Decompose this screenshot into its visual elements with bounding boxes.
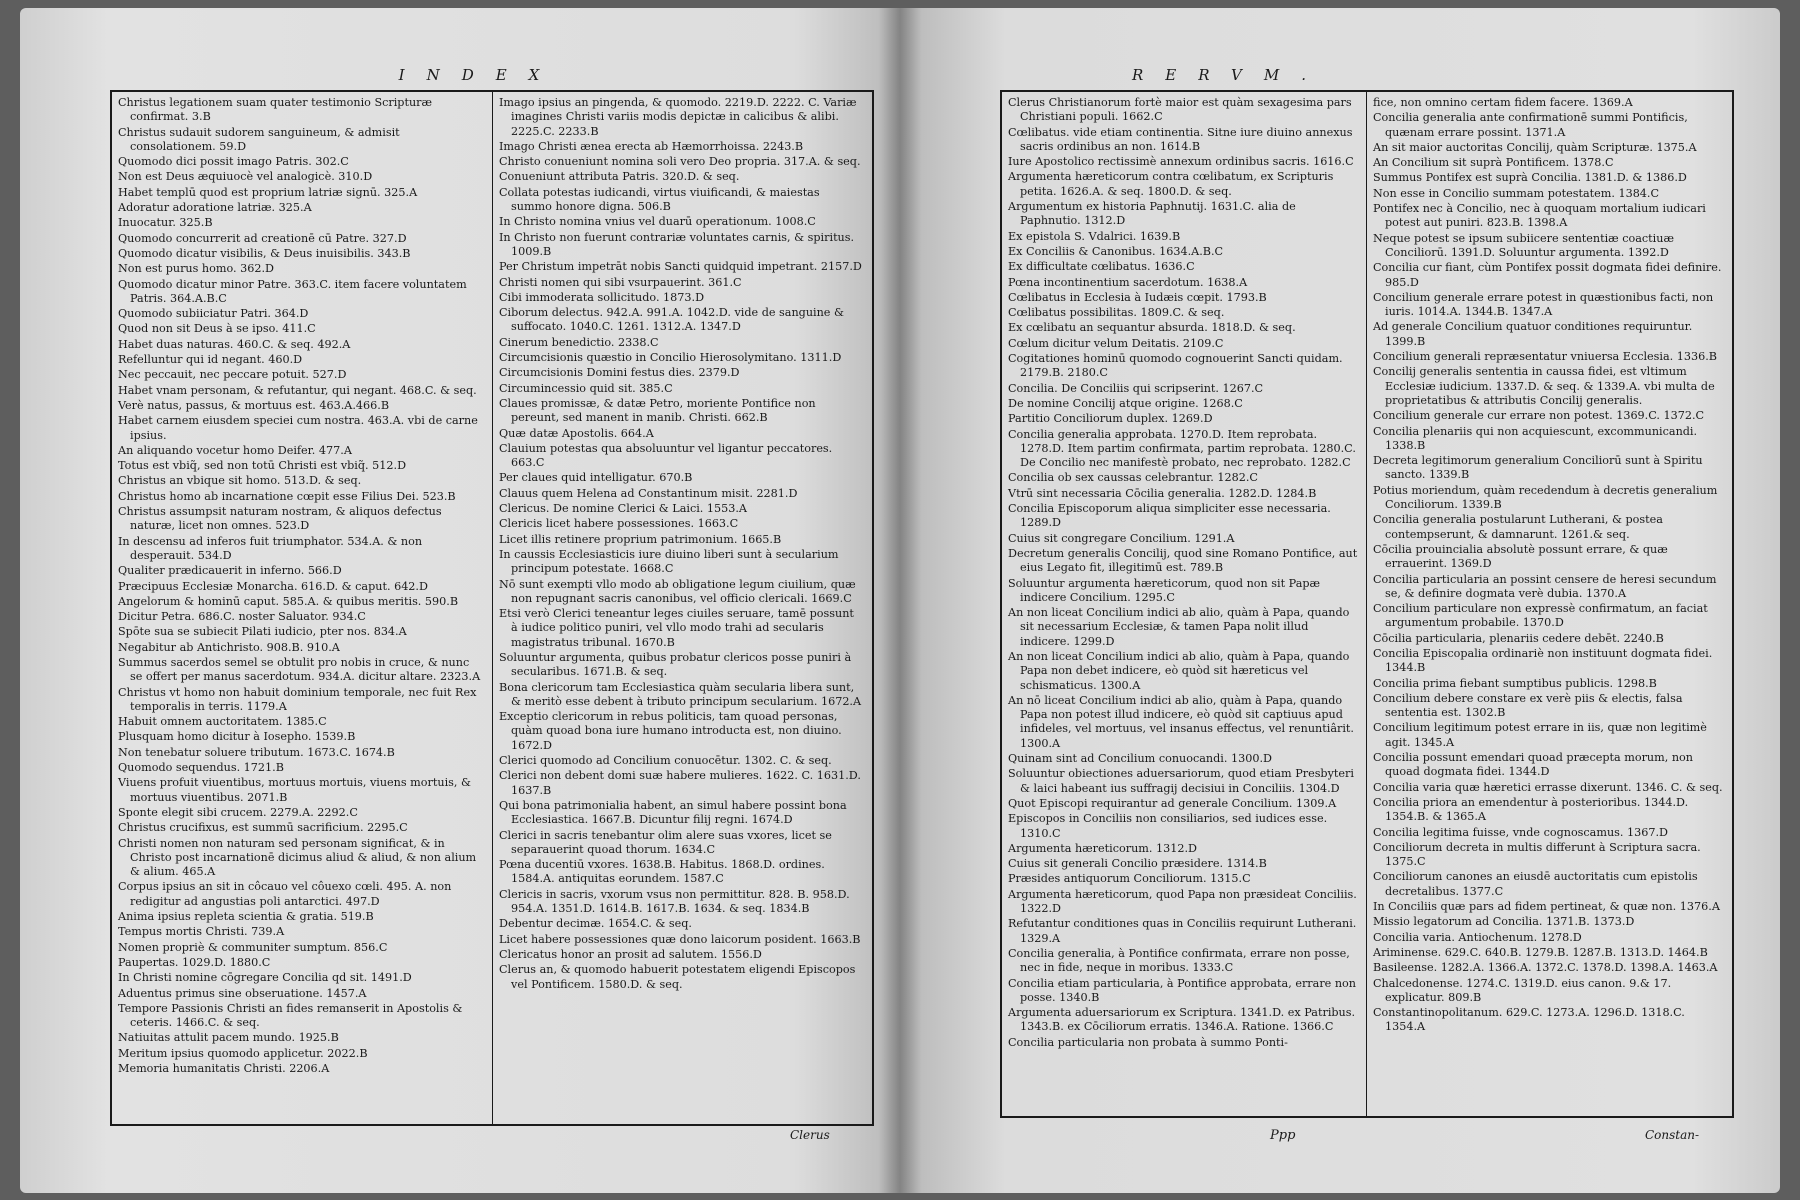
page-header: INDEX: [398, 66, 562, 84]
book-spread: [20, 8, 1780, 1193]
index-entry: Verè natus, passus, & mortuus est. 463.A.466.B: [118, 398, 390, 412]
index-entry: Quomodo sequendus. 1721.B: [118, 761, 284, 775]
index-entry: Quomodo dicatur minor Patre. 363.C. item facere voluntatem Patris. 364.A.B.C: [118, 277, 467, 305]
index-entry: Pontifex nec à Concilio, nec à quoquam mortalium iudicari potest aut puniri. 823.B. 1398.A: [1373, 202, 1706, 230]
index-entry: Summus Pontifex est suprà Concilia. 1381.D. & 1386.D: [1373, 171, 1687, 185]
index-entry: Chalcedonense. 1274.C. 1319.D. eius canon. 9.& 17. explicatur. 809.B: [1373, 976, 1672, 1004]
index-entry: Concilia. De Conciliis qui scripserint. 1267.C: [1008, 381, 1264, 395]
signature-mark: Ppp: [1270, 1128, 1296, 1143]
index-entry: Cibi immoderata sollicitudo. 1873.D: [499, 290, 705, 304]
right-page: [900, 8, 1780, 1193]
index-entry: Christus an vbique sit homo. 513.D. & seq.: [118, 474, 362, 488]
index-entry: Concilium generali repræsentatur vniuersa Ecclesia. 1336.B: [1373, 350, 1718, 364]
index-entry: Concilia possunt emendari quoad præcepta morum, non quoad dogmata fidei. 1344.D: [1373, 751, 1693, 779]
index-entry: An sit maior auctoritas Concilij, quàm Scripturæ. 1375.A: [1373, 140, 1697, 154]
index-entry: Partitio Conciliorum duplex. 1269.D: [1008, 412, 1213, 426]
index-entry: Concilia Episcopalia ordinariè non instituunt dogmata fidei. 1344.B: [1373, 646, 1713, 675]
index-entry: Concilia varia. Antiochenum. 1278.D: [1373, 930, 1582, 944]
index-entry: Clerici in sacris tenebantur olim alere suas vxores, licet se separauerint quoad thorum. 1634.C: [499, 828, 832, 856]
index-entry: Ariminense. 629.C. 640.B. 1279.B. 1287.B. 1313.D. 1464.B: [1373, 945, 1708, 959]
index-entry: Ciborum delectus. 942.A. 991.A. 1042.D. vide de sanguine & suffocato. 1040.C. 1261. 1312.A. 1347.D: [499, 306, 844, 334]
index-entry: Præsides antiquorum Conciliorum. 1315.C: [1008, 872, 1251, 886]
index-entry: Concilia particularia an possint censere de heresi secundum se, & definire dogmata verè dubia. 1370.A: [1373, 572, 1717, 600]
index-entry: Christi nomen non naturam sed personam significat, & in Christo post incarnationē dicimus aliud & aliud, & non alium & alium. 465.A: [118, 836, 477, 879]
index-entry: Habet carnem eiusdem speciei cum nostra. 463.A. vbi de carne ipsius.: [118, 414, 478, 442]
index-entry: Concilium debere constare ex verè piis & electis, falsa sententia est. 1302.B: [1373, 691, 1683, 720]
index-entry: Imago Christi ænea erecta ab Hæmorrhoissa. 2243.B: [499, 139, 804, 153]
index-entry: In descensu ad inferos fuit triumphator. 534.A. & non desperauit. 534.D: [118, 534, 423, 562]
index-entry: Ex Conciliis & Canonibus. 1634.A.B.C: [1008, 244, 1224, 258]
index-entry: An aliquando vocetur homo Deifer. 477.A: [118, 443, 352, 457]
index-entry: Ex difficultate cœlibatus. 1636.C: [1008, 260, 1195, 274]
index-entry: Exceptio clericorum in rebus politicis, tam quoad personas, quàm quoad bona iure humano introducta est, non diuino. 1672.D: [499, 710, 842, 752]
index-entry: Soluuntur obiectiones aduersariorum, quod etiam Presbyteri & laici habeant ius suffragij decisiui in Conciliis. 1304.D: [1008, 767, 1354, 795]
index-entry: Quot Episcopi requirantur ad generale Concilium. 1309.A: [1008, 796, 1337, 810]
index-entry: Conciliorum decreta in multis differunt à Scriptura sacra. 1375.C: [1373, 840, 1701, 869]
index-entry: Concilia generalia postularunt Lutherani, & postea contempserunt, & damnarunt. 1261.& seq.: [1373, 513, 1663, 541]
index-entry: Conciliorum canones an eiusdē auctoritatis cum epistolis decretalibus. 1377.C: [1373, 870, 1698, 898]
index-entry: Præcipuus Ecclesiæ Monarcha. 616.D. & caput. 642.D: [118, 579, 428, 593]
index-entry: Christus crucifixus, est summū sacrificium. 2295.C: [118, 821, 408, 835]
index-entry: Tempus mortis Christi. 739.A: [118, 925, 285, 939]
index-entry: An non liceat Concilium indici ab alio, quàm à Papa, quando sit necessarium Ecclesiæ, & tamen Papa nolit illud indicere. 1299.D: [1008, 606, 1350, 648]
index-column-left: [112, 92, 490, 1124]
index-entry: Concilia prima fiebant sumptibus publicis. 1298.B: [1373, 676, 1657, 690]
index-entry: Quomodo dici possit imago Patris. 302.C: [118, 155, 349, 169]
index-entry: Quomodo dicatur visibilis, & Deus inuisibilis. 343.B: [118, 246, 411, 260]
index-entry: Concilium particulare non expressè confirmatum, an faciat argumentum probabile. 1370.D: [1373, 602, 1708, 630]
index-entry: Natiuitas attulit pacem mundo. 1925.B: [118, 1031, 339, 1045]
index-entry: Quæ datæ Apostolis. 664.A: [499, 426, 654, 440]
index-entry: Nec peccauit, nec peccare potuit. 527.D: [118, 368, 347, 382]
index-entry: Bona clericorum tam Ecclesiastica quàm secularia libera sunt, & meritò esse debent à tributo principum secularium. 1672.A: [499, 680, 862, 708]
index-entry: Christus homo ab incarnatione cœpit esse Filius Dei. 523.B: [118, 489, 456, 503]
index-entry: Circumcisionis Domini festus dies. 2379.D: [499, 366, 740, 380]
index-entry: Spōte sua se subiecit Pilati iudicio, pter nos. 834.A: [118, 625, 407, 639]
index-entry: Habet duas naturas. 460.C. & seq. 492.A: [118, 337, 351, 351]
index-entry: Cōcilia particularia, plenariis cedere debēt. 2240.B: [1373, 631, 1664, 645]
index-entry: Cōcilia prouincialia absolutè possunt errare, & quæ errauerint. 1369.D: [1373, 542, 1668, 571]
index-entry: Memoria humanitatis Christi. 2206.A: [118, 1062, 330, 1075]
index-entry: Refutantur conditiones quas in Conciliis requirunt Lutherani. 1329.A: [1008, 917, 1357, 945]
index-entry: Inuocatur. 325.B: [118, 216, 213, 230]
index-entry: Qui bona patrimonialia habent, an simul habere possint bona Ecclesiastica. 1667.B. Dicuntur filij regni. 1674.D: [499, 798, 847, 827]
index-entry: Christi nomen qui sibi vsurpauerint. 361.C: [499, 275, 742, 289]
index-entry: Missio legatorum ad Concilia. 1371.B. 1373.D: [1373, 915, 1635, 929]
index-entry: Adoratur adoratione latriæ. 325.A: [118, 201, 312, 215]
index-entry: Non est Deus æquiuocè vel analogicè. 310.D: [118, 170, 373, 184]
index-entry: Viuens profuit viuentibus, mortuus mortuis, viuens mortuis, & mortuus viuentibus. 2071.B: [118, 776, 471, 804]
index-entry: Paupertas. 1029.D. 1880.C: [118, 955, 271, 969]
index-entry: Corpus ipsius an sit in côcauo vel côuexo cœli. 495. A. non redigitur ad angustias poli antarctici. 497.D: [118, 880, 452, 908]
index-entry: Pœna ducentiū vxores. 1638.B. Habitus. 1868.D. ordines. 1584.A. antiquitas eorundem. 1587.C: [499, 858, 825, 886]
catchword: Clerus: [790, 1128, 830, 1142]
index-entry: Nomen propriè & communiter sumptum. 856.C: [118, 940, 388, 954]
index-column-right: [1366, 92, 1730, 1116]
index-entry: Sponte elegit sibi crucem. 2279.A. 2292.C: [118, 805, 358, 819]
index-entry: Concilia priora an emendentur à posterioribus. 1344.D. 1354.B. & 1365.A: [1373, 795, 1689, 824]
index-entry: Licet illis retinere proprium patrimonium. 1665.B: [499, 532, 782, 546]
index-entry: Plusquam homo dicitur à Iosepho. 1539.B: [118, 730, 356, 744]
index-entry: Non esse in Concilio summam potestatem. 1384.C: [1373, 186, 1660, 200]
index-entry: Totus est vbiq̃, sed non totū Christi est vbiq̃. 512.D: [118, 459, 407, 473]
index-entry: Imago ipsius an pingenda, & quomodo. 2219.D. 2222. C. Variæ imagines Christi variis modis depictæ in calicibus & alibi. 2225.C. 2233.B: [499, 96, 857, 138]
index-entry: Circumincessio quid sit. 385.C: [499, 381, 673, 395]
index-entry: Clericatus honor an prosit ad salutem. 1556.D: [499, 947, 762, 961]
index-entry: An non liceat Concilium indici ab alio, quàm à Papa, quando Papa non debet indicere, eò quòd sit hæreticus vel schismaticus. 1300.A: [1008, 649, 1350, 692]
index-entry: Concilia plenariis qui non acquiescunt, excommunicandi. 1338.B: [1373, 424, 1698, 452]
index-entry: In Christo nomina vnius vel duarū operationum. 1008.C: [499, 215, 816, 229]
page-header: RERVM.: [1132, 66, 1328, 84]
index-entry: In caussis Ecclesiasticis iure diuino liberi sunt à secularium principum potestate. 1668.C: [499, 547, 839, 576]
index-entry: Christus assumpsit naturam nostram, & aliquos defectus naturæ, licet non omnes. 523.D: [118, 505, 442, 533]
index-entry: Clerici non debent domi suæ habere mulieres. 1622. C. 1631.D. 1637.B: [499, 769, 861, 797]
catchword: Constan-: [1645, 1128, 1700, 1142]
index-entry: Quomodo concurrerit ad creationē cū Patre. 327.D: [118, 231, 407, 245]
index-entry: Pœna incontinentium sacerdotum. 1638.A: [1008, 275, 1248, 289]
index-entry: Per Christum impetrāt nobis Sancti quidquid impetrant. 2157.D: [499, 260, 862, 274]
index-entry: Clauus quem Helena ad Constantinum misit. 2281.D: [499, 486, 798, 500]
index-entry: Habuit omnem auctoritatem. 1385.C: [118, 715, 327, 729]
index-entry: Argumenta hæreticorum contra cœlibatum, ex Scripturis petita. 1626.A. & seq. 1800.D. & seq.: [1008, 170, 1334, 198]
index-entry: Cinerum benedictio. 2338.C: [499, 335, 659, 349]
index-entry: Christus vt homo non habuit dominium temporale, nec fuit Rex temporalis in terris. 1179.A: [118, 685, 477, 713]
index-entry: In Conciliis quæ pars ad fidem pertineat, & quæ non. 1376.A: [1373, 900, 1720, 914]
index-entry: Soluuntur argumenta, quibus probatur clericos posse puniri à secularibus. 1671.B. & seq.: [499, 650, 852, 679]
index-entry: fice, non omnino certam fidem facere. 1369.A: [1373, 96, 1633, 109]
index-entry: In Christo non fuerunt contrariæ voluntates carnis, & spiritus. 1009.B: [499, 230, 855, 258]
index-entry: Habet templū quod est proprium latriæ signū. 325.A: [118, 185, 418, 199]
index-entry: Ad generale Concilium quatuor conditiones requiruntur. 1399.B: [1373, 320, 1693, 348]
index-entry: Clericus. De nomine Clerici & Laici. 1553.A: [499, 502, 748, 516]
index-entry: Christo conueniunt nomina soli vero Deo propria. 317.A. & seq.: [499, 155, 861, 169]
index-entry: Argumenta hæreticorum, quod Papa non præsideat Conciliis. 1322.D: [1008, 887, 1357, 916]
index-entry: Constantinopolitanum. 629.C. 1273.A. 1296.D. 1318.C. 1354.A: [1373, 1006, 1685, 1034]
index-entry: An nō liceat Concilium indici ab alio, quàm à Papa, quando Papa non potest illud indicere, eò quòd sit captiuus apud infideles, vel mortuus, vel insanus effectus, vel renuntiârit. 1300.A: [1008, 693, 1354, 750]
index-entry: Licet habere possessiones quæ dono laicorum posident. 1663.B: [499, 932, 861, 946]
index-entry: In Christi nomine cōgregare Concilia qd sit. 1491.D: [118, 971, 412, 985]
index-entry: Christus legationem suam quater testimonio Scripturæ confirmat. 3.B: [118, 96, 433, 124]
index-entry: Iure Apostolico rectissimè annexum ordinibus sacris. 1616.C: [1008, 155, 1354, 169]
index-entry: Christus sudauit sudorem sanguineum, & admisit consolationem. 59.D: [118, 125, 400, 153]
index-entry: Concilij generalis sententia in caussa fidei, est vltimum Ecclesiæ iudicium. 1337.D. & seq. & 1339.A. vbi multa de proprietatibus & attributis Concilij generalis.: [1373, 365, 1715, 407]
index-entry: Concilia generalia approbata. 1270.D. Item reprobata. 1278.D. Item partim confirmata, partim reprobata. 1280.C. De Concilio nec manifestè probato, nec reprobato. 1282.C: [1008, 427, 1356, 470]
index-entry: Clericis licet habere possessiones. 1663.C: [499, 517, 739, 531]
index-entry: Tempore Passionis Christi an fides remanserit in Apostolis & ceteris. 1466.C. & seq.: [118, 1001, 463, 1030]
index-entry: Episcopos in Conciliis non consiliarios, sed iudices esse. 1310.C: [1008, 812, 1328, 840]
index-entry: Etsi verò Clerici teneantur leges ciuiles seruare, tamē possunt à iudice politico puniri, vel vllo modo trahi ad secularis magistratus tribunal. 1670.B: [499, 607, 854, 649]
index-entry: Summus sacerdos semel se obtulit pro nobis in cruce, & nunc se offert per manus sacerdotum. 934.A. dicitur altare. 2323.A: [118, 655, 481, 684]
index-entry: Basileense. 1282.A. 1366.A. 1372.C. 1378.D. 1398.A. 1463.A: [1373, 961, 1718, 975]
index-entry: Argumenta aduersariorum ex Scriptura. 1341.D. ex Patribus. 1343.B. ex Cōciliorum erratis. 1346.A. Ratione. 1366.C: [1008, 1006, 1356, 1034]
index-entry: Quomodo subiiciatur Patri. 364.D: [118, 307, 309, 321]
index-entry: Concilia generalia, à Pontifice confirmata, errare non posse, nec in fide, neque in moribus. 1333.C: [1008, 946, 1350, 975]
index-entry: Non tenebatur soluere tributum. 1673.C. 1674.B: [118, 745, 395, 759]
index-entry: Decreta legitimorum generalium Conciliorū sunt à Spiritu sancto. 1339.B: [1373, 454, 1703, 482]
index-entry: Concilia legitima fuisse, vnde cognoscamus. 1367.D: [1373, 825, 1669, 839]
index-entry: Vtrū sint necessaria Cōcilia generalia. 1282.D. 1284.B: [1008, 486, 1317, 500]
index-entry: Claues promissæ, & datæ Petro, moriente Pontifice non pereunt, sed manent in manib. Christi. 662.B: [499, 396, 816, 425]
index-entry: Concilia particularia non probata à summo Ponti-: [1008, 1035, 1288, 1049]
index-entry: Habet vnam personam, & refutantur, qui negant. 468.C. & seq.: [118, 383, 477, 397]
index-entry: Non est purus homo. 362.D: [118, 262, 274, 276]
index-entry: Cuius sit generali Concilio præsidere. 1314.B: [1008, 857, 1267, 871]
index-entry: Argumentum ex historia Paphnutij. 1631.C. alia de Paphnutio. 1312.D: [1008, 200, 1296, 228]
index-entry: Cuius sit congregare Concilium. 1291.A: [1008, 531, 1235, 545]
index-entry: Refelluntur qui id negant. 460.D: [118, 353, 303, 367]
left-page: [20, 8, 900, 1193]
index-entry: Debentur decimæ. 1654.C. & seq.: [499, 917, 692, 931]
index-entry: Concilia cur fiant, cùm Pontifex possit dogmata fidei definire. 985.D: [1373, 261, 1722, 289]
index-entry: Decretum generalis Concilij, quod sine Romano Pontifice, aut eius Legato fit, illegitimū est. 789.B: [1008, 546, 1358, 575]
index-entry: Anima ipsius repleta scientia & gratia. 519.B: [118, 910, 374, 924]
index-entry: Concilia varia quæ hæretici errasse dixerunt. 1346. C. & seq.: [1373, 780, 1723, 794]
index-entry: Cœlum dicitur velum Deitatis. 2109.C: [1008, 336, 1224, 350]
index-entry: Ex cœlibatu an sequantur absurda. 1818.D. & seq.: [1008, 321, 1296, 335]
index-entry: Nō sunt exempti vllo modo ab obligatione legum ciuilium, quæ non repugnant sacris canonibus, vel officio clericali. 1669.C: [499, 577, 856, 605]
index-entry: Clerici quomodo ad Concilium conuocētur. 1302. C. & seq.: [499, 754, 832, 768]
index-entry: Concilium generale cur errare non potest. 1369.C. 1372.C: [1373, 409, 1705, 423]
index-entry: Argumenta hæreticorum. 1312.D: [1008, 841, 1197, 855]
index-frame: [1000, 90, 1734, 1118]
index-entry: Clauium potestas qua absoluuntur vel ligantur peccatores. 663.C: [499, 441, 833, 470]
index-entry: Quinam sint ad Concilium conuocandi. 1300.D: [1008, 752, 1272, 766]
index-entry: Conueniunt attributa Patris. 320.D. & seq.: [499, 170, 740, 184]
index-entry: Qualiter prædicauerit in inferno. 566.D: [118, 564, 342, 578]
index-entry: Concilia Episcoporum aliqua simpliciter esse necessaria. 1289.D: [1008, 502, 1331, 530]
index-entry: Cœlibatus possibilitas. 1809.C. & seq.: [1008, 306, 1225, 320]
index-entry: An Concilium sit suprà Pontificem. 1378.C: [1373, 156, 1614, 170]
index-column-right: [492, 92, 870, 1124]
index-entry: Neque potest se ipsum subiicere sententiæ coactiuæ Conciliorū. 1391.D. Soluuntur argumenta. 1392.D: [1373, 231, 1674, 259]
index-entry: Cœlibatus. vide etiam continentia. Sitne iure diuino annexus sacris ordinibus an non. 1614.B: [1008, 125, 1353, 153]
index-entry: Concilia etiam particularia, à Pontifice approbata, errare non posse. 1340.B: [1008, 976, 1356, 1004]
index-entry: Per claues quid intelligatur. 670.B: [499, 471, 693, 485]
index-entry: Clerus an, & quomodo habuerit potestatem eligendi Episcopos vel Pontificem. 1580.D. & seq.: [499, 963, 856, 991]
index-entry: Circumcisionis quæstio in Concilio Hierosolymitano. 1311.D: [499, 351, 842, 365]
index-entry: Collata potestas iudicandi, virtus viuificandi, & maiestas summo honore digna. 506.B: [499, 185, 820, 214]
index-column-left: [1002, 92, 1364, 1116]
index-entry: Potius moriendum, quàm recedendum à decretis generalium Conciliorum. 1339.B: [1373, 483, 1718, 512]
index-entry: De nomine Concilij atque origine. 1268.C: [1008, 396, 1243, 410]
index-entry: Angelorum & hominū caput. 585.A. & quibus meritis. 590.B: [118, 594, 459, 608]
index-entry: Concilium legitimum potest errare in iis, quæ non legitimè agit. 1345.A: [1373, 721, 1707, 749]
index-entry: Ex epistola S. Vdalrici. 1639.B: [1008, 229, 1181, 243]
index-entry: Clericis in sacris, vxorum vsus non permittitur. 828. B. 958.D. 954.A. 1351.D. 1614.B. 1617.B. 1634. & seq. 1834.B: [499, 887, 850, 916]
index-frame: [110, 90, 874, 1126]
index-entry: Dicitur Petra. 686.C. noster Saluator. 934.C: [118, 610, 366, 624]
index-entry: Negabitur ab Antichristo. 908.B. 910.A: [118, 640, 340, 654]
index-entry: Aduentus primus sine obseruatione. 1457.A: [118, 986, 367, 1000]
index-entry: Cœlibatus in Ecclesia à Iudæis cœpit. 1793.B: [1008, 290, 1267, 304]
index-entry: Clerus Christianorum fortè maior est quàm sexagesima pars Christiani populi. 1662.C: [1008, 96, 1352, 124]
index-entry: Soluuntur argumenta hæreticorum, quod non sit Papæ indicere Concilium. 1295.C: [1008, 576, 1321, 604]
index-entry: Concilia ob sex caussas celebrantur. 1282.C: [1008, 471, 1258, 485]
index-entry: Concilia generalia ante confirmationē summi Pontificis, quænam errare possint. 1371.A: [1373, 111, 1688, 139]
index-entry: Cogitationes hominū quomodo cognouerint Sancti quidam. 2179.B. 2180.C: [1008, 352, 1343, 380]
index-entry: Meritum ipsius quomodo applicetur. 2022.B: [118, 1046, 368, 1060]
index-entry: Concilium generale errare potest in quæstionibus facti, non iuris. 1014.A. 1344.B. 1347.A: [1373, 290, 1714, 319]
index-entry: Quod non sit Deus à se ipso. 411.C: [118, 322, 316, 336]
